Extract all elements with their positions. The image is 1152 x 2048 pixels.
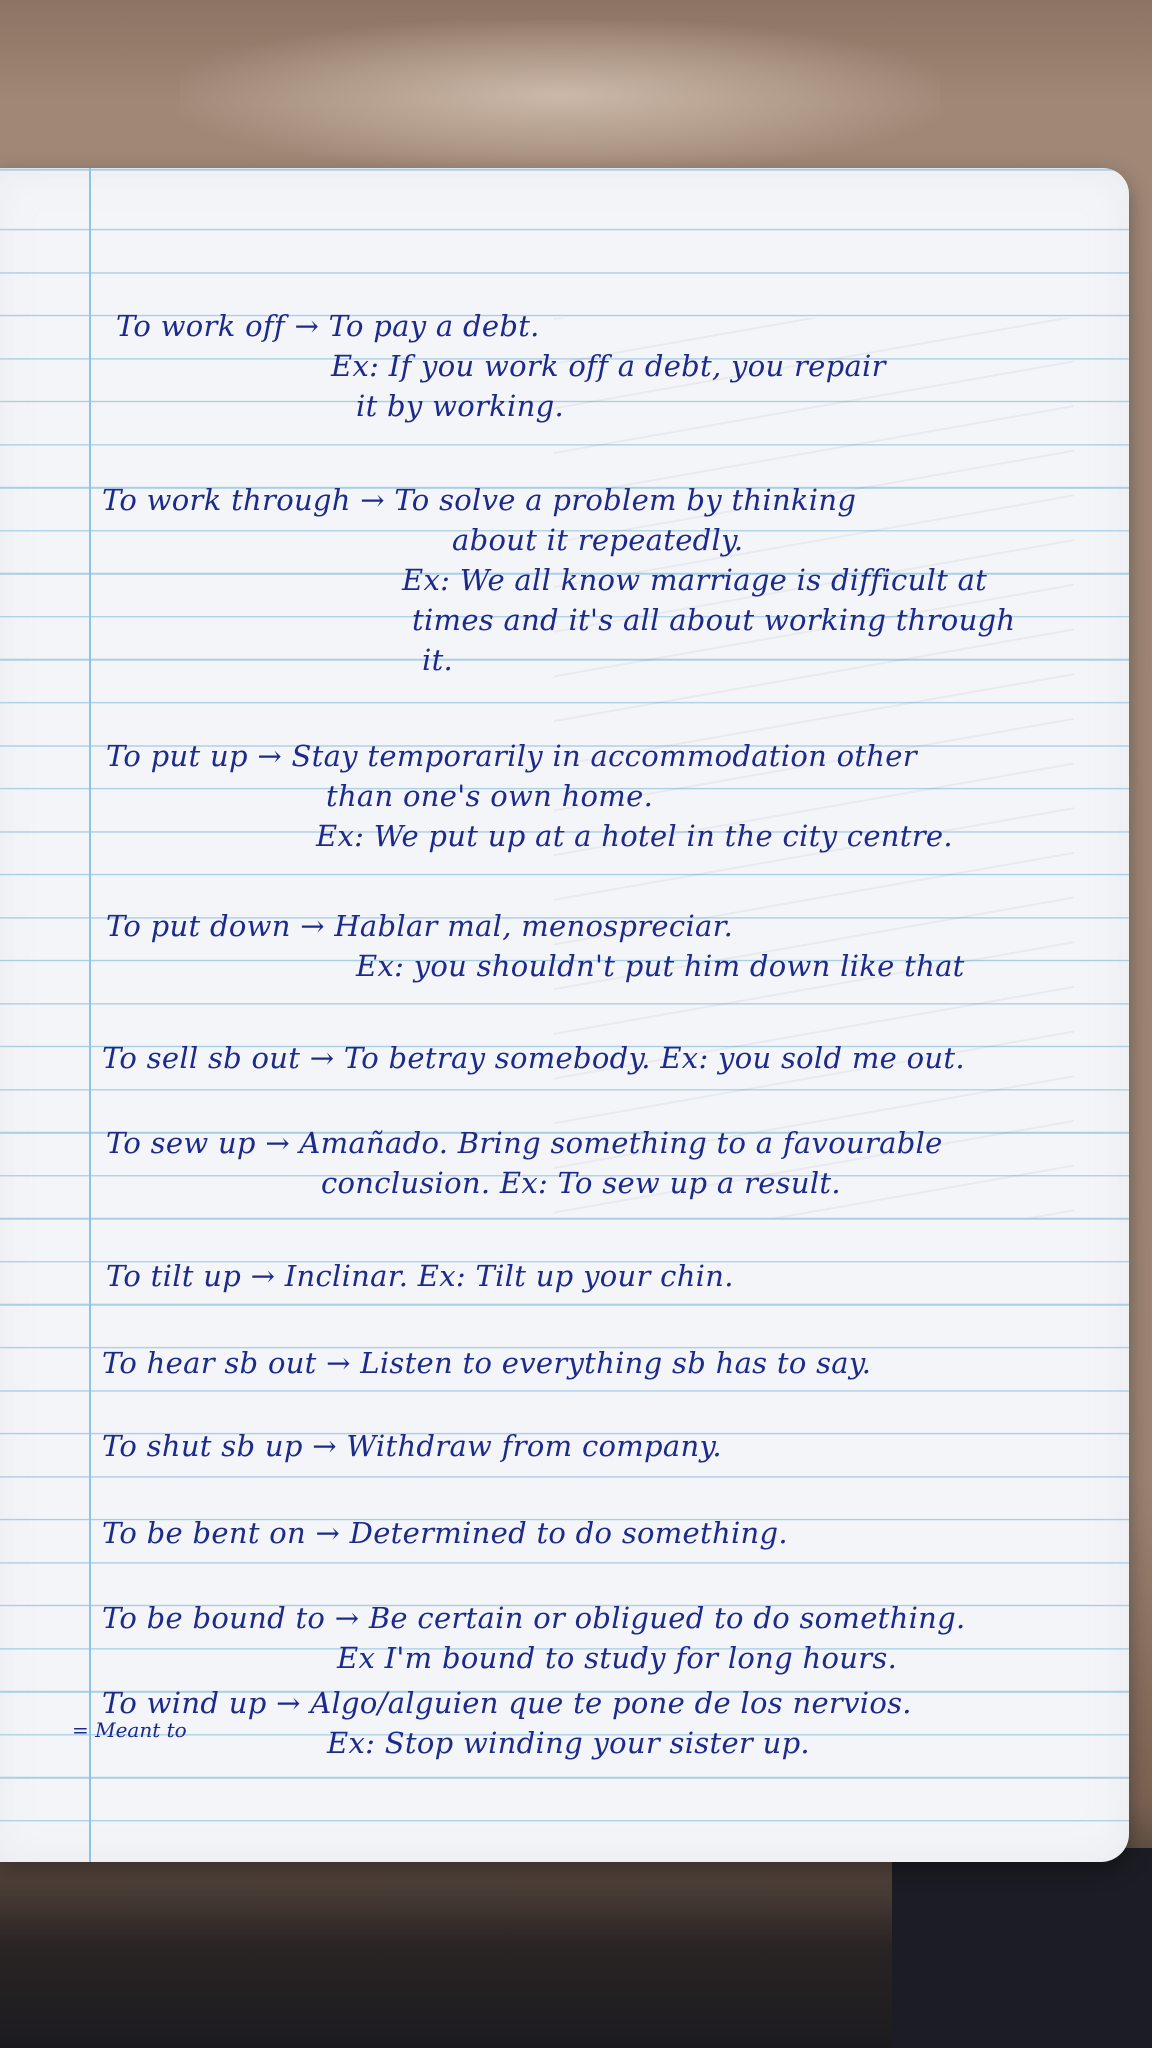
entry-term: To be bent on → Determined to do something. xyxy=(102,1516,788,1550)
entry-work-through xyxy=(102,480,1015,680)
window-light-reflection xyxy=(180,20,940,170)
entry-term: To put up → Stay temporarily in accommodation other xyxy=(106,739,917,773)
entry-term: To put down → Hablar mal, menospreciar. xyxy=(106,909,734,943)
entry-example: Ex: If you work off a debt, you repair xyxy=(331,349,886,383)
entry-hear-out xyxy=(102,1343,871,1383)
entry-term: To tilt up → Inclinar. Ex: Tilt up your chin. xyxy=(106,1259,734,1293)
entry-bound-to xyxy=(102,1598,966,1678)
entry-example: Ex: We all know marriage is difficult at xyxy=(402,563,988,597)
entry-example-cont: it. xyxy=(422,643,454,677)
entry-term: To wind up → Algo/alguien que te pone de los nervios. xyxy=(102,1686,912,1720)
dark-fabric-corner xyxy=(892,1848,1152,2048)
entry-sell-out xyxy=(102,1038,965,1078)
entry-term: To hear sb out → Listen to everything sb has to say. xyxy=(102,1346,872,1380)
entry-definition-cont: conclusion. Ex: To sew up a result. xyxy=(321,1166,841,1200)
entry-term: To work through → To solve a problem by thinking xyxy=(102,483,857,517)
entry-tilt-up xyxy=(106,1256,734,1296)
entry-definition-cont: than one's own home. xyxy=(326,779,654,813)
entry-put-up xyxy=(106,736,953,856)
entry-wind-up xyxy=(102,1683,912,1763)
entry-definition-cont: about it repeatedly. xyxy=(452,523,744,557)
entry-example-cont: times and it's all about working through xyxy=(412,603,1016,637)
entry-example: Ex: We put up at a hotel in the city centre. xyxy=(316,819,953,853)
entry-term: To sell sb out → To betray somebody. Ex: you sold me out. xyxy=(102,1041,965,1075)
entry-term: To sew up → Amañado. Bring something to a favourable xyxy=(106,1126,943,1160)
entry-term: To work off → To pay a debt. xyxy=(116,309,540,343)
entry-example: Ex I'm bound to study for long hours. xyxy=(337,1641,898,1675)
entry-sew-up xyxy=(106,1123,943,1203)
notebook-page xyxy=(0,168,1129,1862)
entry-work-off xyxy=(116,306,886,426)
entry-term: To be bound to → Be certain or obligued to do something. xyxy=(102,1601,966,1635)
entry-example: Ex: you shouldn't put him down like that xyxy=(356,949,965,983)
entry-example: Ex: Stop winding your sister up. xyxy=(327,1726,810,1760)
entry-example-cont: it by working. xyxy=(356,389,564,423)
entry-shut-up xyxy=(102,1426,722,1466)
margin-note: = Meant to xyxy=(72,1718,187,1742)
margin-line xyxy=(89,168,91,1862)
entry-term: To shut sb up → Withdraw from company. xyxy=(102,1429,722,1463)
entry-put-down xyxy=(106,906,965,986)
entry-bent-on xyxy=(102,1513,788,1553)
